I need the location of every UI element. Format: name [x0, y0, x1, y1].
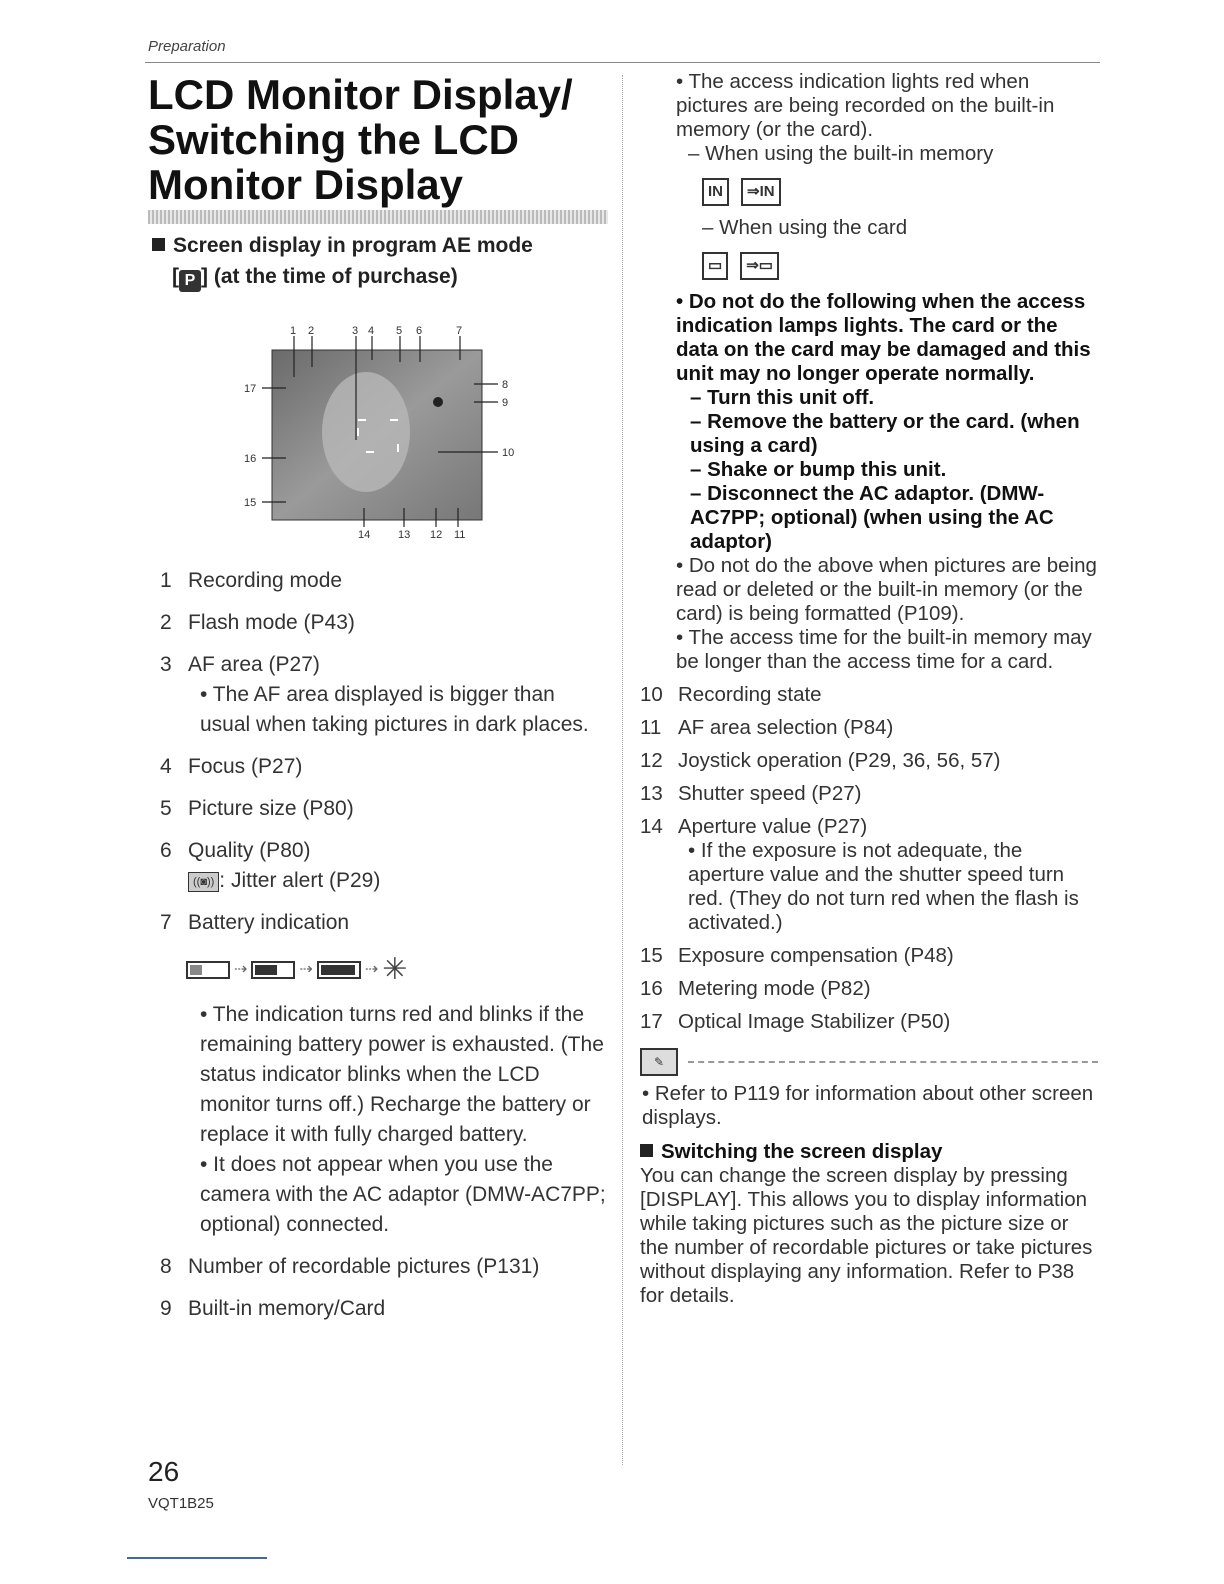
callout-9: 9: [502, 397, 509, 409]
callout-6: 6: [416, 325, 423, 337]
jitter-alert-icon: ((◙)): [188, 872, 219, 892]
builtin-memory-access-icon: ⇒IN: [741, 178, 781, 206]
focus-dot: [433, 397, 443, 407]
list-item: 15 Exposure compensation (P48): [640, 944, 954, 967]
list-item: 8 Number of recordable pictures (P131): [160, 1255, 540, 1278]
warning-item: – Remove the battery or the card. (when using a card): [690, 410, 1080, 457]
warning-heading: • Do not do the following when the access indication lamps lights. The card or the data on the card may be damaged and this unit may no longer operate normally.: [676, 290, 1091, 385]
callout-11: 11: [454, 529, 466, 541]
card-icon: ▭: [702, 252, 728, 280]
callout-7: 7: [456, 325, 463, 337]
battery-medium-icon: [251, 961, 295, 979]
warning-block: [676, 290, 1098, 554]
right-column: [640, 70, 1098, 1308]
access-note-2: • Do not do the above when pictures are being read or deleted or the built-in memory (or the card) is being formatted (P109).: [676, 554, 1097, 625]
section-heading: Screen display in program AE mode [ P ] (at the time of purchase): [152, 230, 533, 292]
subject-face: [322, 372, 410, 492]
column-divider: [622, 75, 623, 1465]
callout-16: 16: [244, 453, 257, 465]
callout-13: 13: [398, 529, 411, 541]
warning-item: – Disconnect the AC adaptor. (DMW-AC7PP; optional) (when using the AC adaptor): [690, 482, 1054, 553]
callout-8: 8: [502, 379, 509, 391]
header-rule: [145, 62, 1100, 63]
aperture-note: • If the exposure is not adequate, the aperture value and the shutter speed turn red. (They do not turn red when the flash is activated.): [688, 839, 1079, 934]
callout-2: 2: [308, 325, 315, 337]
access-note: • The access indication lights red when pictures are being recorded on the built-in memory (or the card).: [676, 70, 1055, 141]
list-item: 13 Shutter speed (P27): [640, 782, 862, 805]
battery-full-icon: [186, 961, 230, 979]
list-item: 6 Quality (P80) ((◙)) : Jitter alert (P29): [160, 839, 381, 892]
callout-1: 1: [290, 325, 297, 337]
card-icons: [702, 252, 1098, 280]
square-bullet-icon: [640, 1144, 653, 1157]
refer-note: • Refer to P119 for information about other screen displays.: [642, 1082, 1094, 1129]
document-code: VQT1B25: [148, 1495, 214, 1512]
switch-body: You can change the screen display by pressing [DISPLAY]. This allows you to display information while taking pictures such as the picture size or the number of recordable pictures or take pictures without displaying any information. Refer to P38 for details.: [640, 1164, 1093, 1307]
title-line-3: Monitor Display: [148, 161, 464, 208]
page-number: 26: [148, 1456, 180, 1487]
list-item: 10 Recording state: [640, 683, 822, 706]
af-area-note: • The AF area displayed is bigger than usual when taking pictures in dark places.: [200, 683, 589, 736]
note-divider: [640, 1048, 1098, 1076]
footer-rule: [127, 1557, 267, 1559]
list-item: 14 Aperture value (P27): [640, 815, 868, 838]
warning-item: – Shake or bump this unit.: [690, 458, 947, 481]
list-item: 2 Flash mode (P43): [160, 611, 355, 634]
title-line-2: Switching the LCD: [148, 116, 519, 163]
battery-note: • It does not appear when you use the camera with the AC adaptor (DMW-AC7PP; optional) connected.: [200, 1153, 606, 1236]
callout-17: 17: [244, 383, 257, 395]
list-item: 4 Focus (P27): [160, 755, 303, 778]
battery-note: • The indication turns red and blinks if the remaining battery power is exhausted. (The status indicator blinks when the LCD monitor turns off.) Recharge the battery or replace it with fully charged battery.: [200, 1003, 604, 1146]
card-label: – When using the card: [702, 216, 908, 239]
battery-sequence: ⇢ ⇢ ⇢ ✳: [186, 950, 610, 990]
list-item: 7 Battery indication: [160, 911, 350, 934]
battery-low-icon: [317, 961, 361, 979]
list-item: 1 Recording mode: [160, 569, 343, 592]
builtin-memory-icon: IN: [702, 178, 729, 206]
list-item: 3 AF area (P27) • The AF area displayed is bigger than usual when taking pictures in dark places.: [160, 650, 610, 740]
warning-item: – Turn this unit off.: [690, 386, 875, 409]
list-item: 11 AF area selection (P84): [640, 716, 894, 739]
card-access-icon: ⇒▭: [740, 252, 779, 280]
callout-3: 3: [352, 325, 359, 337]
title-line-1: LCD Monitor Display/: [148, 71, 573, 118]
callout-14: 14: [358, 529, 371, 541]
callout-5: 5: [396, 325, 403, 337]
callout-10: 10: [502, 447, 515, 459]
list-item: 16 Metering mode (P82): [640, 977, 871, 1000]
list-item: 17 Optical Image Stabilizer (P50): [640, 1010, 951, 1033]
list-item: 12 Joystick operation (P29, 36, 56, 57): [640, 749, 1001, 772]
left-item-list: [160, 566, 610, 1336]
builtin-label: – When using the built-in memory: [688, 142, 994, 165]
memo-icon: ✎: [640, 1048, 678, 1076]
builtin-icons: [702, 178, 1098, 206]
page-title: [148, 72, 618, 207]
title-underline-bar: [148, 210, 608, 224]
list-item: 9 Built-in memory/Card: [160, 1297, 386, 1320]
access-note-3: • The access time for the built-in memory may be longer than the access time for a card.: [676, 626, 1092, 673]
callout-4: 4: [368, 325, 375, 337]
lcd-screen-figure: [236, 322, 526, 542]
list-item: 5 Picture size (P80): [160, 797, 354, 820]
battery-blink-icon: ✳: [382, 953, 408, 986]
section-header: Preparation: [148, 38, 226, 55]
square-bullet-icon: [152, 238, 165, 251]
switch-heading: Switching the screen display: [640, 1140, 1098, 1164]
program-mode-icon: P: [179, 270, 201, 292]
callout-15: 15: [244, 497, 257, 509]
callout-12: 12: [430, 529, 443, 541]
